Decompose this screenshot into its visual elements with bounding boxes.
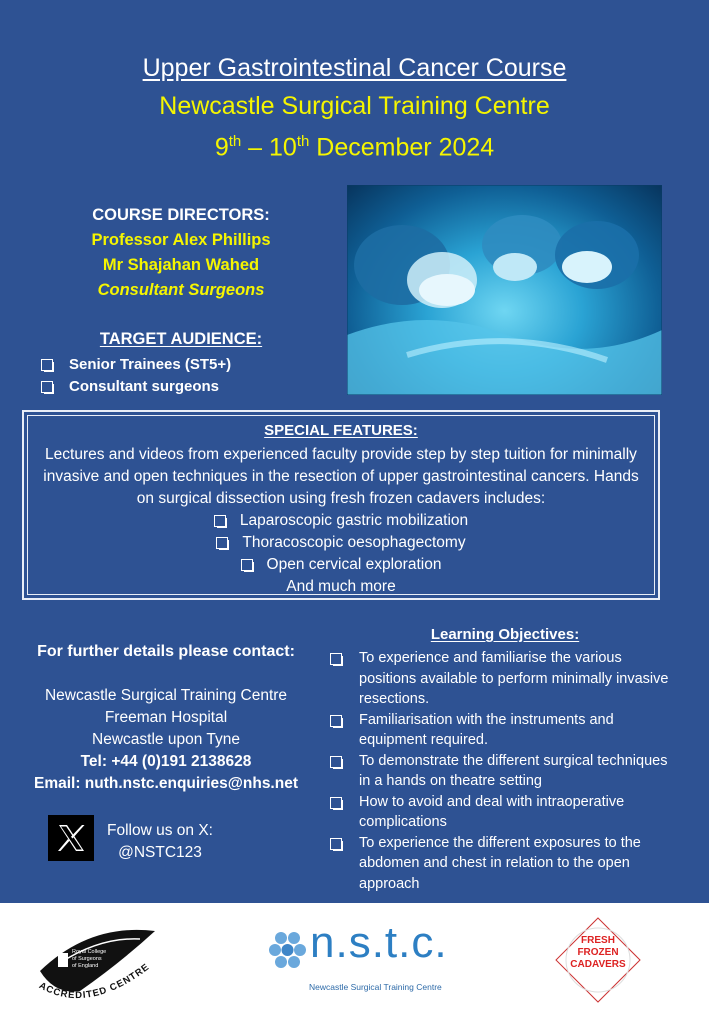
checkbox-icon (41, 381, 53, 393)
special-features-intro: Lectures and videos from experienced faculty provide step by step tuition for minimally invasive and open techniques in the resection of upper gastrointestinal cancers. Hands on surgical dissection using fresh frozen cadavers includes: (43, 446, 639, 507)
x-logo-mark (48, 815, 94, 861)
follow-label: Follow us on X: (107, 822, 213, 839)
social-follow (100, 820, 220, 864)
checkbox-icon (41, 359, 53, 371)
nstc-wordmark: n.s.t.c. (310, 918, 448, 967)
feature-item-label: Open cervical exploration (266, 556, 442, 573)
contact-block (5, 641, 327, 795)
list-item (41, 354, 231, 376)
checkbox-icon (330, 653, 342, 665)
ff-line-2: FROZEN (577, 947, 619, 958)
date-suffix-2: th (296, 133, 310, 150)
x-logo-icon[interactable] (48, 815, 94, 861)
rcs-text-2: of Surgeons (72, 956, 102, 962)
feature-item-label: Laparoscopic gastric mobilization (239, 512, 469, 529)
nstc-logo-icon (269, 932, 306, 968)
checkbox-icon (330, 838, 342, 850)
directors-heading: COURSE DIRECTORS: (92, 206, 270, 224)
directors-role: Consultant Surgeons (97, 281, 265, 299)
list-item (330, 751, 680, 792)
features-more-label: And much more (286, 578, 396, 595)
list-item (24, 532, 658, 554)
rcs-accredited-logo (35, 930, 162, 1001)
objective-label: To experience and familiarise the various positions available to perform minimally invasive resections. (359, 650, 669, 707)
list-item (330, 792, 680, 833)
venue-title: Newcastle Surgical Training Centre (159, 92, 550, 120)
contact-address-line: Newcastle Surgical Training Centre (44, 687, 288, 704)
nstc-subtitle: Newcastle Surgical Training Centre (309, 982, 442, 992)
date-suffix-1: th (228, 133, 242, 150)
rcs-text-3: of England (72, 963, 99, 969)
contact-email[interactable]: Email: nuth.nstc.enquiries@nhs.net (33, 775, 298, 792)
list-item (330, 833, 680, 895)
social-handle[interactable]: @NSTC123 (118, 844, 202, 861)
special-features-list (24, 510, 658, 598)
footer-logos (0, 903, 709, 1024)
ff-line-1: FRESH (581, 935, 615, 946)
checkbox-icon (330, 756, 342, 768)
objective-label: How to avoid and deal with intraoperative complications (359, 793, 625, 830)
list-item (24, 510, 658, 532)
objective-label: To experience the different exposures to the abdomen and chest in relation to the open approach (359, 834, 641, 892)
list-item (24, 554, 658, 576)
director-name: Professor Alex Phillips (91, 231, 271, 249)
contact-heading: For further details please contact: (37, 643, 295, 660)
target-item-label: Senior Trainees (ST5+) (69, 356, 232, 373)
checkbox-icon (214, 515, 226, 527)
contact-address-line: Freeman Hospital (104, 709, 228, 726)
ff-line-3: CADAVERS (570, 959, 626, 970)
director-name: Mr Shajahan Wahed (102, 256, 260, 274)
course-date (0, 124, 709, 165)
feature-item-label: Thoracoscopic oesophagectomy (242, 534, 466, 551)
special-features-heading: SPECIAL FEATURES: (264, 422, 418, 439)
surgeons-photo (347, 185, 662, 395)
rcs-arc-text: ACCREDITED CENTRE (37, 961, 152, 1002)
features-more (24, 576, 658, 598)
learning-objectives-list (330, 648, 680, 894)
course-title: Upper Gastrointestinal Cancer Course (142, 54, 567, 82)
target-audience-list (41, 354, 231, 398)
contact-address-line: Newcastle upon Tyne (92, 731, 240, 748)
list-item (41, 376, 231, 398)
contact-telephone[interactable]: Tel: +44 (0)191 2138628 (80, 753, 252, 770)
target-audience-heading: TARGET AUDIENCE: (99, 330, 263, 348)
learning-objectives-heading: Learning Objectives: (430, 626, 580, 643)
date-day1: 9 (214, 133, 229, 162)
special-features-box (22, 410, 660, 600)
objective-label: Familiarisation with the instruments and equipment required. (359, 711, 614, 748)
checkbox-icon (330, 715, 342, 727)
list-item (330, 710, 680, 751)
checkbox-icon (241, 559, 253, 571)
date-month-year: December 2024 (309, 133, 495, 162)
date-day2: – 10 (241, 133, 297, 162)
surgeons-illustration (347, 185, 662, 395)
ff-logo-text (564, 935, 632, 971)
course-directors (40, 203, 322, 303)
target-item-label: Consultant surgeons (69, 378, 220, 395)
checkbox-icon (216, 537, 228, 549)
rcs-text-1: Royal College (72, 949, 107, 955)
objective-label: To demonstrate the different surgical techniques in a hands on theatre setting (359, 752, 668, 789)
checkbox-icon (330, 797, 342, 809)
list-item (330, 648, 680, 710)
